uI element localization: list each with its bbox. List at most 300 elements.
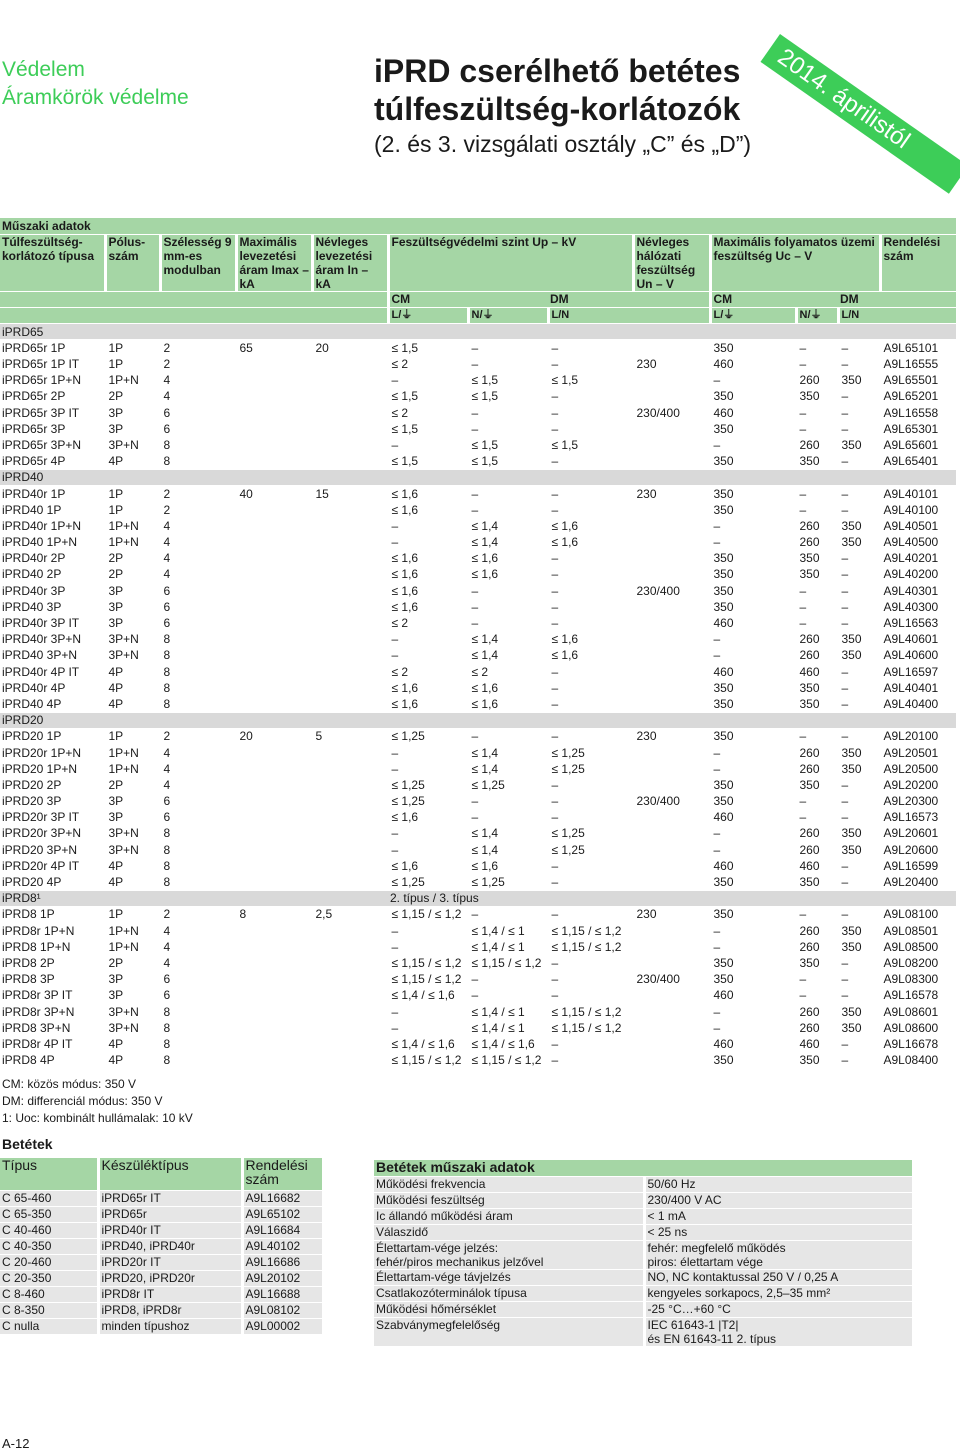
cartridge-col-type: Típus bbox=[0, 1158, 98, 1190]
table-cell: – bbox=[838, 405, 880, 421]
table-cell: 460 bbox=[710, 1036, 796, 1052]
table-row bbox=[0, 647, 956, 663]
table-cell: – bbox=[548, 874, 633, 890]
table-cell: – bbox=[710, 842, 796, 858]
cartridge-cell: iPRD40r IT bbox=[98, 1222, 242, 1238]
table-cell: – bbox=[710, 518, 796, 534]
table-cell: ≤ 1,4 bbox=[468, 647, 548, 663]
table-cell: – bbox=[388, 939, 468, 955]
group-name: iPRD40 bbox=[0, 469, 956, 485]
table-cell bbox=[312, 680, 388, 696]
table-cell: ≤ 1,5 bbox=[388, 421, 468, 437]
table-cell: 350 bbox=[710, 680, 796, 696]
cartridges-title: Betétek bbox=[2, 1136, 53, 1152]
cartridge-cell: iPRD40, iPRD40r bbox=[98, 1238, 242, 1254]
table-cell: ≤ 1,5 bbox=[548, 372, 633, 388]
table-cell: – bbox=[710, 647, 796, 663]
table-cell: 6 bbox=[160, 583, 236, 599]
table-cell bbox=[236, 1020, 312, 1036]
category-line1: Védelem bbox=[2, 58, 85, 81]
tech-cell: Ic állandó működési áram bbox=[374, 1208, 644, 1224]
table-cell: 230/400 bbox=[633, 793, 710, 809]
tech-cell: Szabványmegfelelőség bbox=[374, 1317, 644, 1346]
table-cell: 350 bbox=[838, 372, 880, 388]
table-cell: 4 bbox=[160, 744, 236, 760]
table-cell: – bbox=[468, 728, 548, 744]
table-cell bbox=[312, 955, 388, 971]
table-cell: 350 bbox=[710, 485, 796, 501]
table-cell: – bbox=[838, 340, 880, 356]
table-cell bbox=[236, 858, 312, 874]
table-cell: ≤ 1,6 bbox=[548, 631, 633, 647]
table-cell: 460 bbox=[796, 664, 838, 680]
table-cell: 8 bbox=[160, 647, 236, 663]
table-cell: A9L20500 bbox=[880, 761, 956, 777]
tech-cell: Működési hőmérséklet bbox=[374, 1301, 644, 1317]
table-cell: iPRD20r 4P IT bbox=[0, 858, 105, 874]
table-cell: – bbox=[468, 971, 548, 987]
table-cell: ≤ 1,15 / ≤ 1,2 bbox=[548, 939, 633, 955]
table-cell: A9L40101 bbox=[880, 485, 956, 501]
tech-cell: fehér: megfelelő működés piros: élettartam vége bbox=[644, 1240, 912, 1269]
table-cell: 350 bbox=[796, 680, 838, 696]
table-cell: A9L16558 bbox=[880, 405, 956, 421]
table-cell: – bbox=[838, 583, 880, 599]
table-cell: iPRD20 3P bbox=[0, 793, 105, 809]
table-cell: 4 bbox=[160, 518, 236, 534]
table-cell: 350 bbox=[710, 777, 796, 793]
table-cell bbox=[633, 388, 710, 404]
cartridge-cell: C 8-350 bbox=[0, 1302, 98, 1318]
group-row bbox=[0, 890, 956, 906]
table-cell: A9L40201 bbox=[880, 550, 956, 566]
table-cell: 2 bbox=[160, 906, 236, 922]
table-cell bbox=[312, 1020, 388, 1036]
table-cell: – bbox=[796, 340, 838, 356]
table-cell: ≤ 1,15 / ≤ 1,2 bbox=[468, 955, 548, 971]
table-cell: ≤ 1,4 bbox=[468, 825, 548, 841]
table-cell: – bbox=[548, 971, 633, 987]
table-cell: ≤ 1,5 bbox=[468, 372, 548, 388]
tech-row bbox=[374, 1176, 912, 1192]
table-row bbox=[0, 971, 956, 987]
table-cell: A9L65201 bbox=[880, 388, 956, 404]
cartridge-cell: minden típushoz bbox=[98, 1318, 242, 1334]
table-cell: ≤ 1,15 / ≤ 1,2 bbox=[388, 906, 468, 922]
table-cell: 350 bbox=[710, 728, 796, 744]
tech-cell: Működési frekvencia bbox=[374, 1176, 644, 1192]
table-cell: – bbox=[548, 340, 633, 356]
table-cell: 2 bbox=[160, 340, 236, 356]
table-row bbox=[0, 1052, 956, 1068]
table-cell bbox=[236, 696, 312, 712]
section-title: Műszaki adatok bbox=[0, 218, 956, 234]
table-row bbox=[0, 583, 956, 599]
table-cell: 8 bbox=[160, 1052, 236, 1068]
table-cell bbox=[312, 631, 388, 647]
table-cell: 350 bbox=[796, 1052, 838, 1068]
table-cell bbox=[312, 599, 388, 615]
table-cell: ≤ 1,15 / ≤ 1,2 bbox=[548, 1020, 633, 1036]
table-cell: iPRD8 2P bbox=[0, 955, 105, 971]
table-cell: ≤ 1,6 bbox=[388, 809, 468, 825]
table-cell: 8 bbox=[160, 874, 236, 890]
table-cell: 1P+N bbox=[105, 518, 160, 534]
table-cell: ≤ 1,4 bbox=[468, 534, 548, 550]
table-cell bbox=[236, 534, 312, 550]
table-cell: 350 bbox=[796, 955, 838, 971]
cartridge-row bbox=[0, 1302, 322, 1318]
table-cell: ≤ 1,4 / ≤ 1,6 bbox=[388, 987, 468, 1003]
table-cell: – bbox=[838, 502, 880, 518]
cartridge-cell: A9L20102 bbox=[242, 1270, 322, 1286]
table-cell bbox=[312, 550, 388, 566]
table-cell: 350 bbox=[710, 955, 796, 971]
table-cell: 4 bbox=[160, 923, 236, 939]
cartridge-cell: C 8-460 bbox=[0, 1286, 98, 1302]
table-cell: – bbox=[548, 566, 633, 582]
table-cell: 6 bbox=[160, 987, 236, 1003]
cartridge-row bbox=[0, 1206, 322, 1222]
tech-cell: 230/400 V AC bbox=[644, 1192, 912, 1208]
table-cell: – bbox=[838, 1036, 880, 1052]
cartridge-row bbox=[0, 1286, 322, 1302]
cartridge-col-order: Rendelési szám bbox=[242, 1158, 322, 1190]
cartridge-cell: C 40-350 bbox=[0, 1238, 98, 1254]
table-cell: A9L40301 bbox=[880, 583, 956, 599]
table-cell bbox=[236, 615, 312, 631]
table-cell: 350 bbox=[838, 939, 880, 955]
table-cell: 8 bbox=[160, 1020, 236, 1036]
table-cell: 8 bbox=[160, 825, 236, 841]
table-cell bbox=[236, 825, 312, 841]
table-cell: A9L20100 bbox=[880, 728, 956, 744]
table-cell: A9L40100 bbox=[880, 502, 956, 518]
category-label bbox=[2, 56, 189, 112]
cm-label: CM bbox=[388, 291, 548, 307]
table-cell: iPRD65r 1P IT bbox=[0, 356, 105, 372]
table-cell: A9L20601 bbox=[880, 825, 956, 841]
table-row bbox=[0, 1020, 956, 1036]
table-cell bbox=[633, 1036, 710, 1052]
table-cell: iPRD20r 3P IT bbox=[0, 809, 105, 825]
table-cell: 3P+N bbox=[105, 631, 160, 647]
table-row bbox=[0, 987, 956, 1003]
table-cell: – bbox=[838, 680, 880, 696]
cartridge-cell: A9L08102 bbox=[242, 1302, 322, 1318]
tech-row bbox=[374, 1224, 912, 1240]
tech-cell: -25 °C…+60 °C bbox=[644, 1301, 912, 1317]
table-cell bbox=[633, 777, 710, 793]
l-n2-label: L/N bbox=[838, 307, 880, 323]
table-cell: – bbox=[838, 874, 880, 890]
table-cell bbox=[312, 842, 388, 858]
table-cell bbox=[236, 388, 312, 404]
table-cell bbox=[312, 1052, 388, 1068]
table-cell: ≤ 1,5 bbox=[548, 437, 633, 453]
table-cell: 3P bbox=[105, 421, 160, 437]
table-cell bbox=[312, 453, 388, 469]
table-cell: 350 bbox=[710, 874, 796, 890]
table-cell: iPRD40r 1P bbox=[0, 485, 105, 501]
table-cell: ≤ 1,25 bbox=[468, 777, 548, 793]
table-cell: iPRD8 1P+N bbox=[0, 939, 105, 955]
table-cell bbox=[633, 858, 710, 874]
table-cell: – bbox=[388, 534, 468, 550]
footnotes bbox=[2, 1076, 193, 1127]
table-cell bbox=[236, 647, 312, 663]
table-cell: 3P bbox=[105, 615, 160, 631]
table-cell bbox=[312, 696, 388, 712]
table-cell: ≤ 2 bbox=[468, 664, 548, 680]
table-cell: 230 bbox=[633, 728, 710, 744]
table-cell: – bbox=[468, 421, 548, 437]
group-row bbox=[0, 469, 956, 485]
table-cell: ≤ 1,6 bbox=[388, 858, 468, 874]
table-cell bbox=[633, 842, 710, 858]
table-cell bbox=[633, 566, 710, 582]
table-cell: 260 bbox=[796, 437, 838, 453]
table-cell bbox=[236, 550, 312, 566]
table-cell: 5 bbox=[312, 728, 388, 744]
table-cell bbox=[633, 825, 710, 841]
table-cell bbox=[236, 793, 312, 809]
table-cell: 350 bbox=[838, 647, 880, 663]
table-cell: iPRD20r 1P+N bbox=[0, 744, 105, 760]
table-cell: 350 bbox=[838, 1003, 880, 1019]
table-cell: 460 bbox=[710, 615, 796, 631]
table-cell: – bbox=[796, 793, 838, 809]
table-row bbox=[0, 793, 956, 809]
table-cell: 1P+N bbox=[105, 923, 160, 939]
table-cell bbox=[312, 971, 388, 987]
table-cell: A9L08400 bbox=[880, 1052, 956, 1068]
table-cell: A9L20200 bbox=[880, 777, 956, 793]
table-cell bbox=[633, 372, 710, 388]
table-cell: ≤ 1,25 bbox=[468, 874, 548, 890]
table-cell: ≤ 1,6 bbox=[388, 550, 468, 566]
table-cell: 4 bbox=[160, 566, 236, 582]
table-cell: 20 bbox=[236, 728, 312, 744]
table-cell bbox=[312, 405, 388, 421]
table-cell: 4 bbox=[160, 777, 236, 793]
dm2-label: DM bbox=[838, 291, 880, 307]
table-cell: A9L40200 bbox=[880, 566, 956, 582]
tech-cell: Csatlakozóterminálok típusa bbox=[374, 1285, 644, 1301]
footnote: DM: differenciál módus: 350 V bbox=[2, 1094, 163, 1108]
table-cell: iPRD40r 2P bbox=[0, 550, 105, 566]
table-cell: – bbox=[548, 550, 633, 566]
table-cell bbox=[236, 1003, 312, 1019]
cartridge-cell: A9L16684 bbox=[242, 1222, 322, 1238]
table-cell: iPRD65r 1P bbox=[0, 340, 105, 356]
table-cell bbox=[633, 664, 710, 680]
table-row bbox=[0, 809, 956, 825]
table-row bbox=[0, 1036, 956, 1052]
table-cell: 8 bbox=[160, 453, 236, 469]
table-cell: A9L16573 bbox=[880, 809, 956, 825]
cartridge-cell: iPRD8, iPRD8r bbox=[98, 1302, 242, 1318]
table-row bbox=[0, 518, 956, 534]
table-row bbox=[0, 340, 956, 356]
table-cell bbox=[236, 777, 312, 793]
table-cell: 1P+N bbox=[105, 761, 160, 777]
table-cell: 350 bbox=[838, 1020, 880, 1036]
table-cell: 1P+N bbox=[105, 939, 160, 955]
table-row bbox=[0, 842, 956, 858]
table-cell: iPRD20 2P bbox=[0, 777, 105, 793]
table-cell: – bbox=[468, 340, 548, 356]
table-cell bbox=[312, 744, 388, 760]
table-cell: ≤ 1,25 bbox=[548, 825, 633, 841]
l-n-label: L/N bbox=[548, 307, 633, 323]
table-cell: 1P bbox=[105, 356, 160, 372]
table-row bbox=[0, 534, 956, 550]
table-cell: 4 bbox=[160, 955, 236, 971]
table-cell: iPRD40 4P bbox=[0, 696, 105, 712]
table-cell: 2 bbox=[160, 485, 236, 501]
tech-cell: Működési feszültség bbox=[374, 1192, 644, 1208]
cartridge-row bbox=[0, 1270, 322, 1286]
table-cell: 350 bbox=[796, 388, 838, 404]
table-cell: – bbox=[796, 421, 838, 437]
table-cell: iPRD8r 4P IT bbox=[0, 1036, 105, 1052]
table-cell: A9L20501 bbox=[880, 744, 956, 760]
table-cell: 260 bbox=[796, 518, 838, 534]
table-cell: 3P+N bbox=[105, 1020, 160, 1036]
table-cell: 260 bbox=[796, 825, 838, 841]
table-cell: – bbox=[710, 437, 796, 453]
table-cell: – bbox=[838, 388, 880, 404]
table-cell: iPRD40 3P+N bbox=[0, 647, 105, 663]
table-cell: – bbox=[710, 631, 796, 647]
cm2-label: CM bbox=[710, 291, 838, 307]
col-width: Szélesség 9 mm-es modulban bbox=[160, 234, 236, 291]
table-cell: – bbox=[548, 615, 633, 631]
table-cell: ≤ 1,6 bbox=[468, 566, 548, 582]
table-cell: iPRD40 1P+N bbox=[0, 534, 105, 550]
cartridge-cell: iPRD8r IT bbox=[98, 1286, 242, 1302]
cartridge-cell: A9L00002 bbox=[242, 1318, 322, 1334]
tech-row bbox=[374, 1301, 912, 1317]
table-cell: – bbox=[468, 615, 548, 631]
table-cell: 2P bbox=[105, 550, 160, 566]
table-row bbox=[0, 664, 956, 680]
tech-row bbox=[374, 1240, 912, 1269]
table-cell: – bbox=[548, 421, 633, 437]
table-row bbox=[0, 421, 956, 437]
table-cell: iPRD8 3P bbox=[0, 971, 105, 987]
table-cell: ≤ 1,6 bbox=[548, 647, 633, 663]
table-cell: A9L08600 bbox=[880, 1020, 956, 1036]
table-cell: – bbox=[838, 664, 880, 680]
table-cell bbox=[312, 809, 388, 825]
table-cell: 260 bbox=[796, 1020, 838, 1036]
group-name: iPRD8¹ bbox=[0, 890, 388, 906]
table-cell: A9L20300 bbox=[880, 793, 956, 809]
table-row bbox=[0, 405, 956, 421]
table-cell: ≤ 1,6 bbox=[548, 518, 633, 534]
table-cell: 4P bbox=[105, 1036, 160, 1052]
table-cell: – bbox=[838, 906, 880, 922]
table-cell: 8 bbox=[160, 664, 236, 680]
table-cell: A9L65501 bbox=[880, 372, 956, 388]
table-cell bbox=[312, 1036, 388, 1052]
table-cell: 2 bbox=[160, 502, 236, 518]
table-cell: 460 bbox=[710, 858, 796, 874]
table-cell: iPRD8 3P+N bbox=[0, 1020, 105, 1036]
tech-cell: IEC 61643-1 |T2| és EN 61643-11 2. típus bbox=[644, 1317, 912, 1346]
table-cell: – bbox=[838, 955, 880, 971]
table-row bbox=[0, 728, 956, 744]
table-cell: 260 bbox=[796, 761, 838, 777]
table-cell: A9L65101 bbox=[880, 340, 956, 356]
tech-row bbox=[374, 1208, 912, 1224]
table-cell: 350 bbox=[710, 1052, 796, 1068]
table-cell: 460 bbox=[796, 858, 838, 874]
table-cell: 350 bbox=[710, 696, 796, 712]
table-cell bbox=[236, 631, 312, 647]
table-cell: ≤ 1,15 / ≤ 1,2 bbox=[388, 955, 468, 971]
table-cell: 2P bbox=[105, 777, 160, 793]
table-cell: 460 bbox=[710, 405, 796, 421]
table-cell: ≤ 1,4 / ≤ 1,6 bbox=[388, 1036, 468, 1052]
table-cell: – bbox=[838, 1052, 880, 1068]
table-cell: ≤ 1,6 bbox=[388, 583, 468, 599]
table-cell: 350 bbox=[838, 631, 880, 647]
table-row bbox=[0, 599, 956, 615]
table-cell: – bbox=[388, 1003, 468, 1019]
table-cell: – bbox=[548, 1036, 633, 1052]
table-cell: iPRD65r 3P IT bbox=[0, 405, 105, 421]
table-cell: 350 bbox=[710, 599, 796, 615]
table-cell: ≤ 1,5 bbox=[388, 340, 468, 356]
table-cell: iPRD40 3P bbox=[0, 599, 105, 615]
table-cell: 350 bbox=[838, 761, 880, 777]
table-cell: 230/400 bbox=[633, 405, 710, 421]
table-cell: 260 bbox=[796, 1003, 838, 1019]
table-cell: – bbox=[388, 825, 468, 841]
tech-cell: NO, NC kontaktussal 250 V / 0,25 A bbox=[644, 1269, 912, 1285]
cartridge-cell: C 20-350 bbox=[0, 1270, 98, 1286]
table-cell: – bbox=[548, 793, 633, 809]
table-cell: A9L65301 bbox=[880, 421, 956, 437]
table-cell bbox=[312, 615, 388, 631]
table-cell: 460 bbox=[796, 1036, 838, 1052]
cartridge-cell: C 40-460 bbox=[0, 1222, 98, 1238]
table-cell: 4 bbox=[160, 534, 236, 550]
table-cell: iPRD20 1P+N bbox=[0, 761, 105, 777]
table-cell: A9L40300 bbox=[880, 599, 956, 615]
table-cell: 4P bbox=[105, 696, 160, 712]
table-cell: A9L65401 bbox=[880, 453, 956, 469]
tech-row bbox=[374, 1269, 912, 1285]
table-row bbox=[0, 1003, 956, 1019]
table-cell bbox=[236, 842, 312, 858]
table-row bbox=[0, 939, 956, 955]
table-cell: iPRD20 1P bbox=[0, 728, 105, 744]
table-cell bbox=[236, 874, 312, 890]
table-cell: ≤ 1,6 bbox=[388, 566, 468, 582]
table-cell: 230/400 bbox=[633, 971, 710, 987]
table-cell: 3P+N bbox=[105, 647, 160, 663]
ln-pe2-label: L/⏚ bbox=[710, 307, 796, 323]
table-cell: 6 bbox=[160, 793, 236, 809]
table-cell: – bbox=[468, 809, 548, 825]
table-row bbox=[0, 955, 956, 971]
table-cell bbox=[633, 874, 710, 890]
table-cell: A9L08601 bbox=[880, 1003, 956, 1019]
